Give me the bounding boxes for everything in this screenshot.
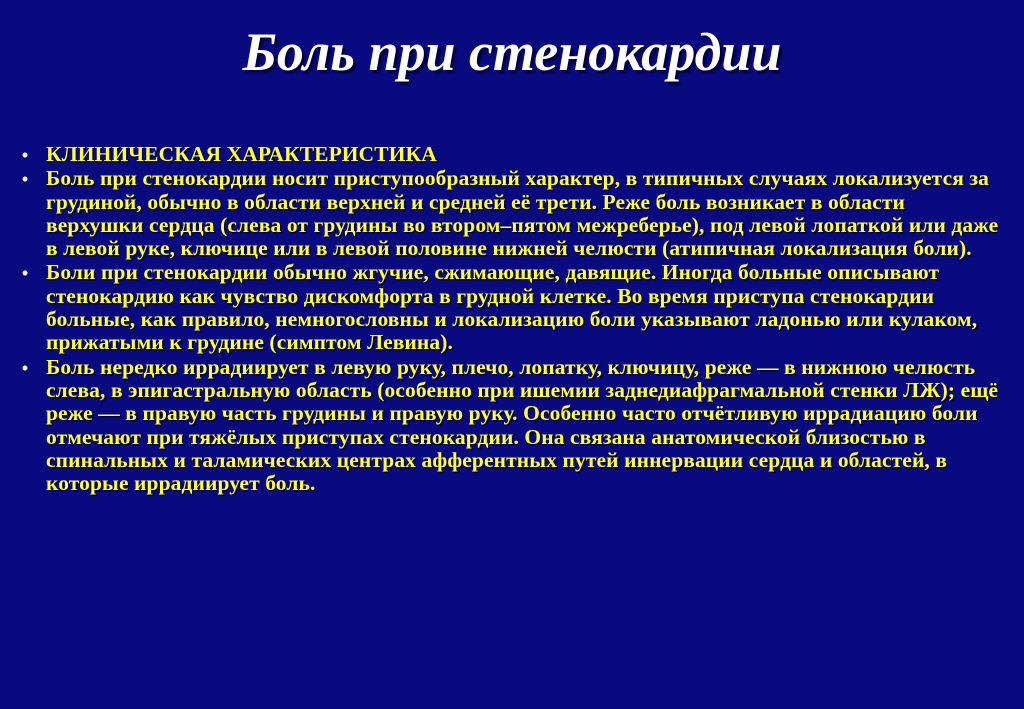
bullet-point-icon: • <box>21 263 29 284</box>
bullet-text: КЛИНИЧЕСКАЯ ХАРАКТЕРИСТИКА <box>46 142 437 166</box>
slide-title: Боль при стенокардии <box>242 22 782 82</box>
bullet-item-localization <box>10 167 1000 260</box>
bullet-text: Боль при стенокардии носит приступообразный характер, в типичных случаях локализуется за грудиной, обычно в области верхней и средней её трети. Реже боль возникает в области верхушки сердца (слева от грудины во втором–пятом межреберье), под левой лопаткой или даже в левой руке, ключице или в левой половине нижней челюсти (атипичная локализация боли). <box>46 166 999 261</box>
bullet-text: Боль нередко иррадиирует в левую руку, плечо, лопатку, ключицу, реже — в нижнюю челюсть слева, в эпигастральную область (особенно при ишемии заднедиафрагмальной стенки ЛЖ); ещё реже — в правую часть грудины и правую руку. Особенно часто отчётливую иррадиацию боли отмечают при тяжёлых приступах стенокардии. Она связана анатомической близостью в спинальных и таламических центрах афферентных путей иннервации сердца и областей, в которые иррадиирует боль. <box>46 354 999 496</box>
bullet-item-character <box>10 261 1000 354</box>
bullet-point-icon: • <box>21 169 29 190</box>
bullet-text: Боли при стенокардии обычно жгучие, сжимающие, давящие. Иногда больные описывают стенокардию как чувство дискомфорта в грудной клетке. Во время приступа стенокардии больные, как правило, немногословны и локализацию боли указывают ладонью или кулаком, прижатыми к грудине (симптом Левина). <box>46 260 978 355</box>
bullet-point-icon: • <box>21 357 29 378</box>
bullet-list <box>10 143 1000 496</box>
bullet-item-heading <box>10 143 1000 166</box>
bullet-item-irradiation <box>10 356 1000 496</box>
bullet-point-icon: • <box>21 145 29 165</box>
